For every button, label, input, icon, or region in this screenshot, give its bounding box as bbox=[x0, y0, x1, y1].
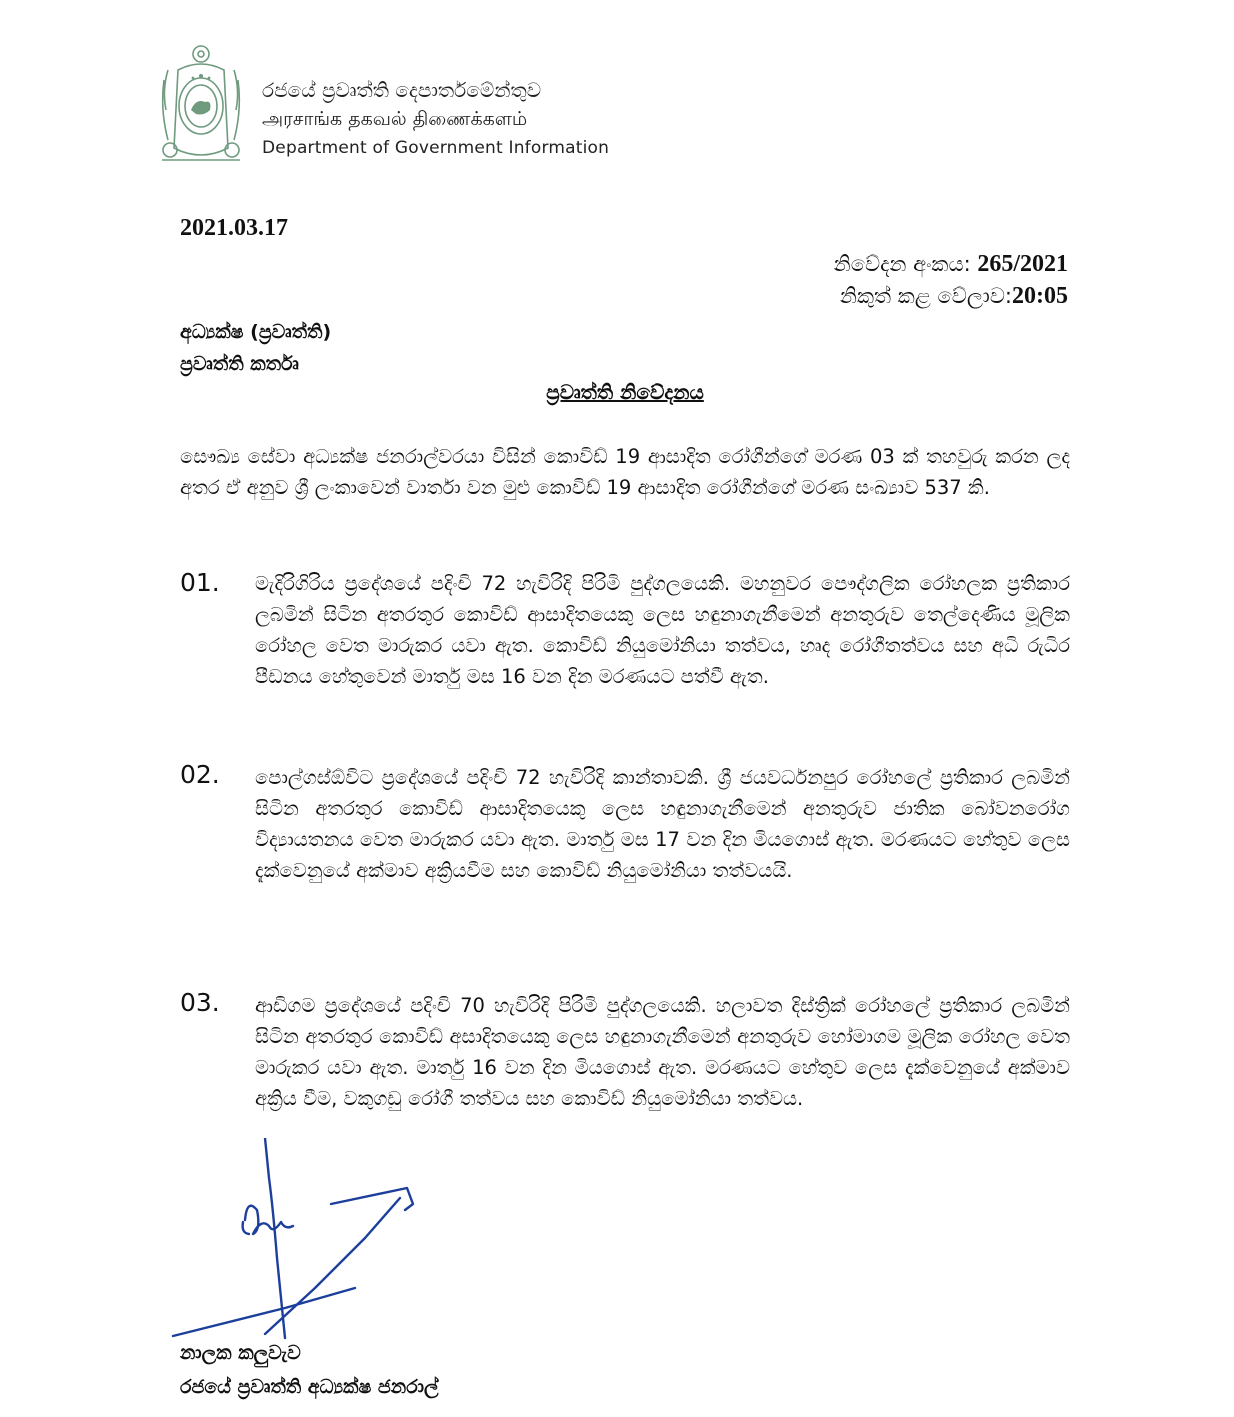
release-time-value: 20:05 bbox=[1012, 283, 1068, 309]
department-name-tamil: அரசாங்க தகவல் திணைக்களம் bbox=[262, 108, 528, 130]
department-name-sinhala: රජයේ ප්‍රවෘත්ති දෙපාර්තමේන්තුව bbox=[262, 78, 542, 102]
release-number-row bbox=[834, 248, 1068, 280]
release-time-label: නිකුත් කළ වේලාව: bbox=[839, 284, 1012, 308]
sri-lanka-emblem-icon bbox=[158, 40, 244, 166]
item-number: 01. bbox=[180, 568, 220, 597]
release-meta bbox=[834, 248, 1068, 312]
item-number: 03. bbox=[180, 988, 220, 1017]
signer-block bbox=[180, 1336, 438, 1404]
signature-icon bbox=[165, 1138, 445, 1348]
item-text: පොල්ගස්ඕවිට ප්‍රදේශයේ පදිංචි 72 හැවිරිදි කාන්තාවකි. ශ්‍රී ජයවර්ධනපුර රෝහලේ ප්‍රතිකාර ලබමින් සිටින අතරතුර කොවිඩ් ආසාදිතයෙකු ලෙස හඳුනාගැනීමෙන් අනතුරුව ජාතික බෝවනරෝග විද්‍යායතනය වෙත මාරුකර යවා ඇත. මාර්තු මස 17 වන දින මියගොස් ඇත. මරණයට හේතුව ලෙස දැක්වෙනුයේ අක්මාව අක්‍රියවීම සහ කොවිඩ් නියුමෝනියා තත්වයයි. bbox=[255, 766, 1070, 882]
document-date: 2021.03.17 bbox=[180, 215, 288, 241]
item-text: මැදිරිගිරිය ප්‍රදේශයේ පදිංචි 72 හැවිරිදි පිරිමි පුද්ගලයෙකි. මහනුවර පෞද්ගලික රෝහලක ප්‍රතිකාර ලබමින් සිටින අතරතුර කොවිඩ් ආසාදිතයෙකු ලෙස හඳුනාගැනීමෙන් අනතුරුව තෙල්දෙණිය මූලික රෝහල වෙත මාරුකර යවා ඇත. කොවිඩ් නියුමෝනියා තත්වය, හෘද රෝගීතත්වය සහ අධි රුධිර පීඩනය හේතුවෙන් මාර්තු මස 16 වන දින මරණයට පත්වී ඇත. bbox=[255, 572, 1070, 688]
release-number-value: 265/2021 bbox=[977, 251, 1068, 277]
item-number: 02. bbox=[180, 760, 220, 789]
addressee-block bbox=[180, 316, 331, 380]
department-name-english: Department of Government Information bbox=[262, 138, 610, 158]
addressee-line-1: අධ්‍යක්ෂ (ප්‍රවෘත්ති) bbox=[180, 321, 332, 343]
addressee-line-2: ප්‍රවෘත්ති කර්තෘ bbox=[180, 353, 299, 375]
intro-paragraph: සෞඛ්‍ය සේවා අධ්‍යක්ෂ ජනරාල්වරයා විසින් කොවිඩ් 19 ආසාදිත රෝගීන්ගේ මරණ 03 ක් තහවුරු කරන ලද අතර ඒ අනුව ශ්‍රී ලංකාවෙන් වාර්තා වන මුළු කොවිඩ් 19 ආසාදිත රෝගීන්ගේ මරණ සංඛ්‍යාව 537 කි. bbox=[180, 445, 1070, 499]
page-title: ප්‍රවෘත්ති නිවේදනය bbox=[546, 380, 704, 404]
item-text: ආඩිගම ප්‍රදේශයේ පදිංචි 70 හැවිරිදි පිරිමි පුද්ගලයෙකි. හලාවත දිස්ත්‍රික් රෝහලේ ප්‍රතිකාර ලබමින් සිටින අතරතුර කොවිඩ් අසාදිතයෙකු ලෙස හඳුනාගැනීමෙන් අනතුරුව හෝමාගම මූලික රෝහල වෙත මාරුකර යවා ඇත. මාර්තු 16 වන දින මියගොස් ඇත. මරණයට හේතුව ලෙස දැක්වෙනුයේ අක්මාව අක්‍රිය වීම, වකුගඩු රෝගී තත්වය සහ කොවිඩ් නියුමෝනියා තත්වය. bbox=[255, 994, 1070, 1110]
release-number-label: නිවේදන අංකය: bbox=[833, 252, 978, 276]
release-time-row bbox=[834, 280, 1068, 312]
signer-title: රජයේ ප්‍රවෘත්ති අධ්‍යක්ෂ ජනරාල් bbox=[180, 1376, 439, 1398]
signer-name: නාලක කලුවැව bbox=[180, 1342, 301, 1364]
